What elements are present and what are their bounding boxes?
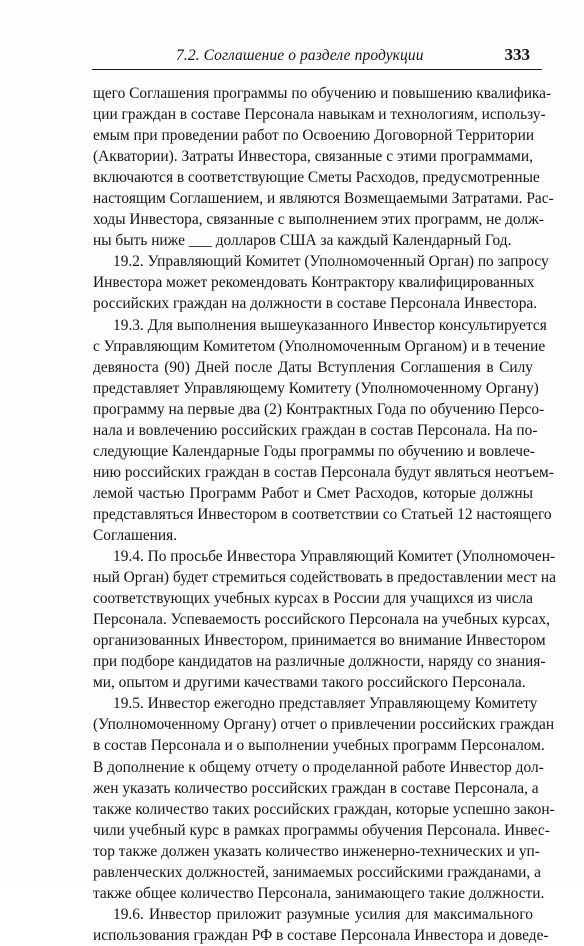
text-line: следующие Календарные Годы программы по обучению и вовлече- bbox=[93, 442, 535, 460]
text-line: настоящим Соглашением, и являются Возмещаемыми Затратами. Рас- bbox=[93, 190, 554, 208]
text-line: 19.2. Управляющий Комитет (Уполномоченный Орган) по запросу bbox=[113, 253, 549, 271]
body-text bbox=[93, 83, 556, 946]
text-line: 19.3. Для выполнения вышеуказанного Инвестор консультируется bbox=[113, 316, 547, 334]
text-line: ми, опытом и другими качествами такого российского Персонала. bbox=[93, 674, 526, 692]
text-line: организованных Инвестором, принимается во внимание Инвестором bbox=[93, 632, 546, 650]
running-title: 7.2. Соглашение о разделе продукции bbox=[176, 47, 424, 64]
text-line: ции граждан в составе Персонала навыкам и технологиям, использу- bbox=[93, 106, 546, 124]
text-line: также общее количество Персонала, занимающего такие должности. bbox=[93, 884, 545, 902]
text-line: ходы Инвестора, связанные с выполнением этих программ, не долж- bbox=[93, 211, 544, 229]
header-rule bbox=[92, 69, 542, 70]
text-line: В дополнение к общему отчету о проделанной работе Инвестор дол- bbox=[93, 758, 544, 776]
text-line: также количество таких российских граждан, которые успешно закон- bbox=[93, 800, 555, 818]
text-line: емым при проведении работ по Освоению Договорной Территории bbox=[93, 127, 535, 145]
text-line: с Управляющим Комитетом (Уполномоченным Органом) и в течение bbox=[93, 337, 546, 355]
text-line: включаются в соответствующие Сметы Расходов, предусмотренные bbox=[93, 169, 540, 187]
text-line: жен указать количество российских граждан в составе Персонала, а bbox=[93, 779, 539, 797]
text-line: российских граждан на должности в составе Персонала Инвестора. bbox=[93, 295, 538, 313]
text-line: Инвестора может рекомендовать Контрактору квалифицированных bbox=[93, 274, 535, 292]
text-line: девяноста (90) Дней после Даты Вступления Соглашения в Силу bbox=[93, 358, 533, 376]
text-line: равленческих должностей, занимаемых российскими гражданами, а bbox=[93, 863, 541, 881]
text-line: представляет Управляющему Комитету (Уполномоченному Органу) bbox=[93, 379, 539, 397]
text-line: Соглашения. bbox=[93, 526, 178, 544]
text-line: 19.5. Инвестор ежегодно представляет Управляющему Комитету bbox=[113, 695, 538, 713]
text-line: ный Орган) будет стремиться содействовать в предоставлении мест на bbox=[93, 569, 556, 587]
text-line: при подборе кандидатов на различные должности, наряду со знания- bbox=[93, 653, 546, 671]
text-line: щего Соглашения программы по обучению и повышению квалифика- bbox=[93, 85, 552, 102]
text-line: (Уполномоченному Органу) отчет о привлечении российских граждан bbox=[93, 716, 555, 734]
page-number: 333 bbox=[504, 45, 530, 64]
text-line: (Акватории). Затраты Инвестора, связанные с этими программами, bbox=[93, 148, 533, 166]
text-line: лемой частью Программ Работ и Смет Расходов, которые должны bbox=[93, 484, 533, 502]
text-line: соответствующих учебных курсах в России для учащихся из числа bbox=[93, 590, 533, 608]
text-line: Персонала. Успеваемость российского Персонала на учебных курсах, bbox=[93, 611, 550, 629]
text-line: 19.4. По просьбе Инвестора Управляющий Комитет (Уполномочен- bbox=[113, 548, 556, 566]
text-line: тор также должен указать количество инженерно-технических и уп- bbox=[93, 842, 540, 860]
text-line: чили учебный курс в рамках программы обучения Персонала. Инвес- bbox=[93, 821, 550, 839]
text-line: ны быть ниже ___ долларов США за каждый Календарный Год. bbox=[93, 232, 512, 250]
text-line: нала и вовлечению российских граждан в состав Персонала. На по- bbox=[93, 421, 538, 439]
text-line: 19.6. Инвестор приложит разумные усилия для максимального bbox=[113, 905, 533, 923]
text-line: нию российских граждан в состав Персонала будут являться неотъем- bbox=[93, 463, 554, 481]
text-line: в состав Персонала и о выполнении учебных программ Персоналом. bbox=[93, 737, 545, 755]
running-header bbox=[92, 45, 542, 69]
text-line: использования граждан РФ в составе Персонала Инвестора и доведе- bbox=[93, 926, 549, 944]
text-line: программу на первые два (2) Контрактных Года по обучению Персо- bbox=[93, 400, 545, 418]
text-line: представляться Инвестором в соответствии со Статьей 12 настоящего bbox=[93, 505, 552, 523]
